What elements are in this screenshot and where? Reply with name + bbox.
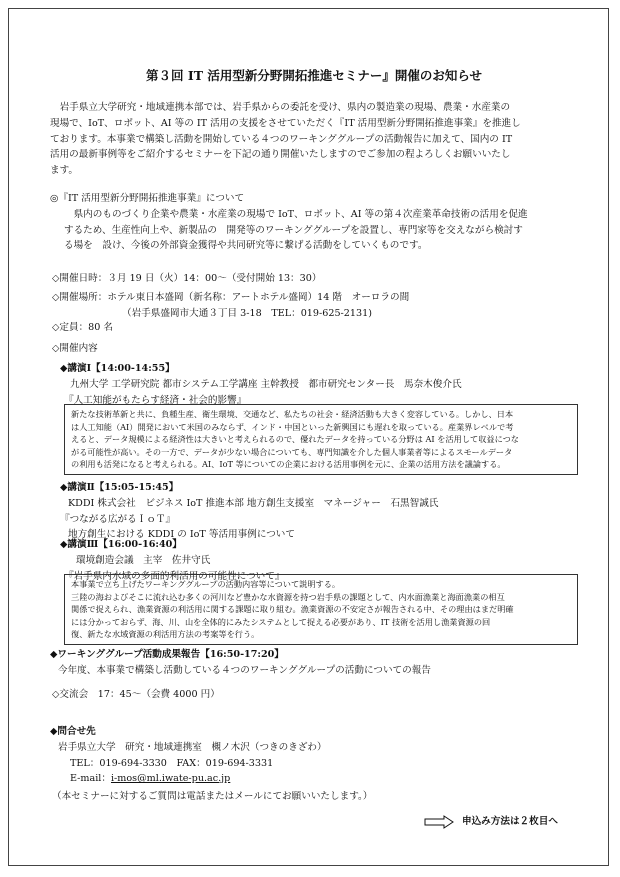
event-date: ◇開催日時：３月 19 日（火）14：00～（受付開始 13：30） [52, 273, 322, 284]
reception: ◇交流会 17：45～（会費 4000 円） [52, 689, 220, 700]
summary-line: の利用も活発になると考えられる。AI、IoT 等についての企業における活用事例を元に、企業の活用方法を議論する。 [71, 459, 506, 469]
lecture2-title: 『つながる広がるＩｏＴ』 [60, 513, 176, 525]
lecture2-heading: ◆講演Ⅱ【15:05-15:45】 [60, 482, 179, 493]
apply-row[interactable] [424, 814, 558, 830]
lecture2-subtitle: 地方創生における KDDI の IoT 等活用事例について [68, 529, 295, 541]
summary-line: えると、データ規模による経済性は大きいと考えられるので、優れたデータを持っている分野は AI を活用して収益につな [71, 434, 519, 444]
intro-line: 現場で、IoT、ロボット、AI 等の IT 活用の支援をさせていただく『IT 活用型新分野開拓推進事業』を推進し [50, 117, 521, 129]
inquiry-note: （本セミナーに対するご質問は電話またはメールにてお願いいたします。） [52, 791, 373, 802]
lecture1-speaker: 九州大学 工学研究院 都市システム工学講座 主幹教授 都市研究センター長 馬奈木俊介氏 [70, 378, 462, 390]
wg-report [50, 647, 431, 679]
summary-line: 関係で捉えられ、漁業資源の利活用に関する課題に取り組む。漁業資源の不安定さが報告される中、その理由はまだ明確 [71, 604, 514, 614]
contact-email-row [70, 771, 327, 787]
summary-line: 新たな技術革新と共に、負種生産、衛生環境、交通など、私たちの社会・経済活動も大きく変容している。しかし、日本 [71, 409, 514, 419]
intro-line: ます。 [50, 165, 79, 177]
wg-report-heading: ◆ワーキンググループ活動成果報告【16:50-17:20】 [50, 649, 284, 660]
about-line: る場を 設け、今後の外部資金獲得や共同研究等に繋げる活動をしていくものです。 [64, 240, 428, 252]
venue-address: （岩手県盛岡市大通３丁目 3-18 TEL：019-625-2131) [122, 307, 372, 319]
contact-org: 岩手県立大学 研究・地域連携室 槻ノ木沢（つきのきざわ） [58, 741, 327, 753]
about-line: 県内のものづくり企業や農業・水産業の現場で IoT、ロボット、AI 等の第４次産業革命技術の活用を促進 [64, 208, 528, 220]
lecture3-summary-box [64, 574, 578, 645]
event-capacity: ◇定員：80 名 [52, 322, 114, 333]
wg-report-line: 今年度、本事業で構築し活動している４つのワーキンググループの活動についての報告 [58, 664, 431, 676]
lecture1-title: 『人工知能がもたらす経済・社会的影響』 [64, 394, 247, 406]
contact-heading: ◆問合せ先 [50, 726, 96, 737]
lecture1-heading: ◆講演Ⅰ【14:00-14:55】 [60, 363, 175, 374]
contact-email-label: E-mail： [70, 773, 111, 785]
lecture1 [60, 361, 462, 408]
summary-line: 三陸の海およびそこに流れ込む多くの河川など豊かな水資源を持つ岩手県の課題として、内水面漁業と海面漁業の相互 [71, 591, 505, 602]
intro-paragraph [50, 100, 521, 179]
intro-line: ております。本事業で構築し活動を開始している４つのワーキンググループの活動報告に加えて、国内の IT [50, 133, 513, 145]
contact-phone: TEL：019-694-3330 FAX：019-694-3331 [70, 757, 274, 769]
contact-email-link[interactable]: i-mos@ml.iwate-pu.ac.jp [110, 773, 231, 785]
intro-line: 活用の最新事例等をご紹介するセミナーを下記の通り開催いたしますのでご参加の程よろしくお願いいたし [50, 149, 511, 161]
right-arrow-icon [424, 815, 454, 829]
summary-line: 復、新たな水域資源の利活用方法の考案等を行う。 [71, 629, 260, 639]
summary-line: には分かっておらず、海、川、山を全体的にみたシステムとして捉える必要があり、IT 技術を活用し漁業資源の回 [71, 616, 491, 627]
event-venue [52, 290, 409, 322]
lecture3-speaker: 環境創造会議 主宰 佐井守氏 [76, 554, 211, 566]
page-title: 第３回 IT 活用型新分野開拓推進セミナー』開催のお知らせ [146, 68, 482, 83]
about-section [50, 191, 528, 254]
lecture3-heading: ◆講演Ⅲ【16:00-16:40】 [60, 539, 182, 550]
about-line: するため、生産性向上や、新製品の 開発等のワーキンググループを設置し、専門家等を交えながら検討す [64, 224, 523, 236]
lecture3-title: 『岩手県内水域の多面的利活用の可能性について』 [64, 570, 285, 582]
about-heading: ◎『IT 活用型新分野開拓推進事業』について [50, 193, 245, 204]
lecture1-summary-box [64, 404, 578, 475]
summary-line: は人工知能（AI）開発において米国のみならず、インド・中国といった新興国にも遅れを取っている。産業界レベルで考 [71, 421, 514, 432]
lecture2-speaker: KDDI 株式会社 ビジネス IoT 推進本部 地方創生支援室 マネージャー 石黒智誠氏 [68, 497, 439, 509]
lecture2 [60, 480, 438, 543]
contents-heading: ◇開催内容 [52, 343, 98, 354]
intro-line: 岩手県立大学研究・地域連携本部では、岩手県からの委託を受け、県内の製造業の現場、農業・水産業の [50, 102, 511, 113]
apply-instruction: 申込み方法は２枚目へ [462, 816, 558, 827]
summary-line: 本事業で立ち上げたワーキンググループの活動内容等について説明する。 [71, 579, 341, 589]
summary-line: がる可能性が高い。その一方で、データが少ない場合についても、専門知識を介した個人事業者等によるスモールデータ [71, 446, 513, 457]
venue-name: ◇開催場所：ホテル東日本盛岡（新名称：アートホテル盛岡）14 階 オーロラの間 [52, 292, 410, 303]
contact-section [50, 724, 327, 787]
